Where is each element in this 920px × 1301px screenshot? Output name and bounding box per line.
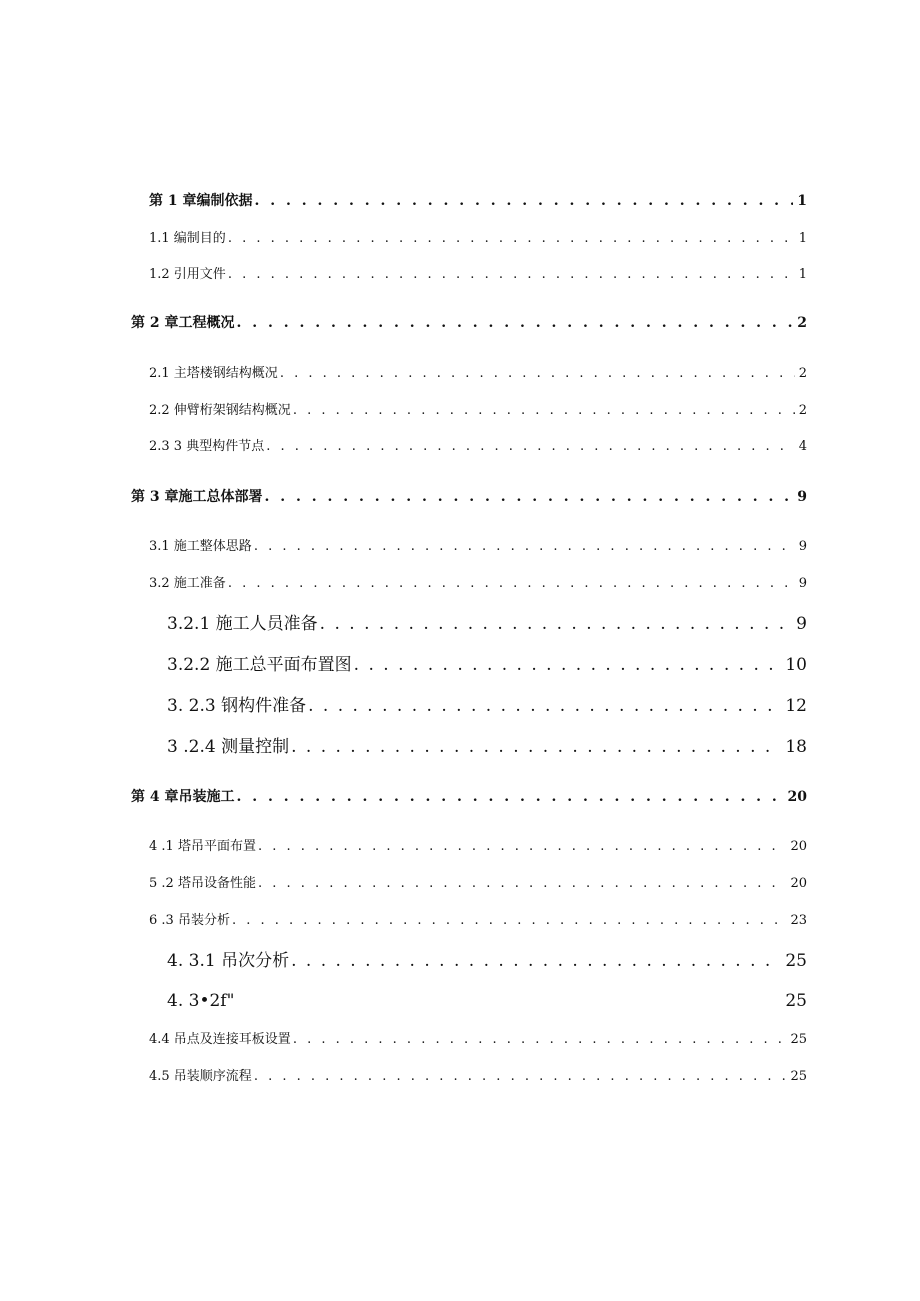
toc-entry-label: 4 .1 塔吊平面布置 xyxy=(149,839,256,854)
toc-entry-label: 3.2.2 施工总平面布置图 xyxy=(167,655,352,675)
toc-entry-chapter-1[interactable] xyxy=(149,193,807,210)
toc-entry-chapter-4[interactable] xyxy=(131,789,807,806)
toc-entry-page: 9 xyxy=(798,576,807,591)
dot-leader xyxy=(237,315,794,332)
toc-entry-label: 5 .2 塔吊设备性能 xyxy=(149,876,256,891)
dot-leader xyxy=(228,267,795,283)
toc-entry-4-3-1[interactable] xyxy=(167,951,807,971)
dot-leader xyxy=(254,1069,787,1085)
toc-entry-page: 20 xyxy=(790,839,807,854)
toc-entry-1-2[interactable] xyxy=(149,267,807,283)
dot-leader xyxy=(266,439,795,455)
toc-entry-label: 第 1 章编制依据 xyxy=(149,193,253,209)
toc-entry-2-3[interactable] xyxy=(149,439,807,455)
toc-entry-1-1[interactable] xyxy=(149,231,807,247)
toc-entry-chapter-2[interactable] xyxy=(131,315,807,332)
toc-entry-page: 9 xyxy=(796,614,807,634)
toc-entry-4-4[interactable] xyxy=(149,1032,807,1048)
toc-entry-page: 25 xyxy=(790,1032,807,1047)
toc-entry-label: 4. 3.1 吊次分析 xyxy=(167,951,290,971)
toc-entry-label: 2.1 主塔楼钢结构概况 xyxy=(149,366,278,381)
toc-entry-4-3[interactable] xyxy=(149,913,807,929)
toc-entry-page: 25 xyxy=(790,1069,807,1084)
toc-entry-page: 9 xyxy=(798,539,807,554)
toc-entry-page: 4 xyxy=(798,439,807,454)
toc-entry-3-2[interactable] xyxy=(149,576,807,592)
toc-entry-2-2[interactable] xyxy=(149,403,807,419)
toc-entry-page: 10 xyxy=(785,655,807,675)
toc-entry-3-2-3[interactable] xyxy=(167,696,807,716)
toc-entry-page: 1 xyxy=(798,231,807,246)
toc-entry-label: 3.1 施工整体思路 xyxy=(149,539,252,554)
dot-leader xyxy=(291,951,781,971)
toc-entry-page: 2 xyxy=(798,366,807,381)
toc-entry-label: 第 4 章吊装施工 xyxy=(131,789,235,805)
toc-entry-label: 4.5 吊装顺序流程 xyxy=(149,1069,252,1084)
toc-entry-label: 3. 2.3 钢构件准备 xyxy=(167,696,307,716)
dot-leader xyxy=(228,576,795,592)
dot-leader xyxy=(354,655,782,675)
toc-entry-4-2[interactable] xyxy=(149,876,807,892)
toc-entry-label: 1.2 引用文件 xyxy=(149,267,226,282)
toc-entry-page: 25 xyxy=(785,951,807,971)
toc-entry-3-1[interactable] xyxy=(149,539,807,555)
toc-entry-label: 3.2.1 施工人员准备 xyxy=(167,614,318,634)
dot-leader xyxy=(228,231,795,247)
toc-entry-3-2-2[interactable] xyxy=(167,655,807,675)
toc-entry-2-1[interactable] xyxy=(149,366,807,382)
toc-entry-label: 3.2 施工准备 xyxy=(149,576,226,591)
dot-leader xyxy=(293,403,795,419)
toc-entry-page: 25 xyxy=(785,991,807,1011)
toc-entry-chapter-3[interactable] xyxy=(131,489,807,506)
dot-leader xyxy=(232,913,787,929)
dot-leader xyxy=(254,539,795,555)
toc-entry-page: 18 xyxy=(785,737,807,757)
toc-entry-page: 20 xyxy=(787,789,807,805)
dot-leader xyxy=(293,1032,787,1048)
toc-entry-page: 20 xyxy=(790,876,807,891)
dot-leader xyxy=(308,696,781,716)
toc-entry-label: 4.4 吊点及连接耳板设置 xyxy=(149,1032,291,1047)
toc-entry-label: 第 2 章工程概况 xyxy=(131,315,235,331)
toc-entry-page: 2 xyxy=(797,315,807,331)
toc-entry-label: 2.3 3 典型构件节点 xyxy=(149,439,265,454)
dot-leader xyxy=(280,366,795,382)
dot-leader xyxy=(237,789,784,806)
toc-entry-label: 3 .2.4 测量控制 xyxy=(167,737,290,757)
toc-entry-label: 6 .3 吊装分析 xyxy=(149,913,230,928)
dot-leader xyxy=(291,737,781,757)
toc-entry-3-2-4[interactable] xyxy=(167,737,807,757)
dot-leader xyxy=(265,489,794,506)
dot-leader xyxy=(258,876,787,892)
dot-leader xyxy=(255,193,794,210)
dot-leader xyxy=(320,614,793,634)
toc-entry-3-2-1[interactable] xyxy=(167,614,807,634)
toc-entry-page: 1 xyxy=(798,267,807,282)
toc-entry-label: 第 3 章施工总体部署 xyxy=(131,489,263,505)
toc-entry-page: 2 xyxy=(798,403,807,418)
toc-entry-4-3-2[interactable] xyxy=(167,991,807,1011)
toc-entry-label: 1.1 编制目的 xyxy=(149,231,226,246)
toc-entry-page: 12 xyxy=(785,696,807,716)
toc-entry-page: 9 xyxy=(797,489,807,505)
toc-entry-4-5[interactable] xyxy=(149,1069,807,1085)
toc-entry-label: 4. 3•2f" xyxy=(167,991,235,1011)
toc-entry-page: 23 xyxy=(790,913,807,928)
dot-leader xyxy=(258,839,787,855)
toc-entry-label: 2.2 伸臂桁架钢结构概况 xyxy=(149,403,291,418)
toc-entry-4-1[interactable] xyxy=(149,839,807,855)
toc-entry-page: 1 xyxy=(797,193,807,209)
